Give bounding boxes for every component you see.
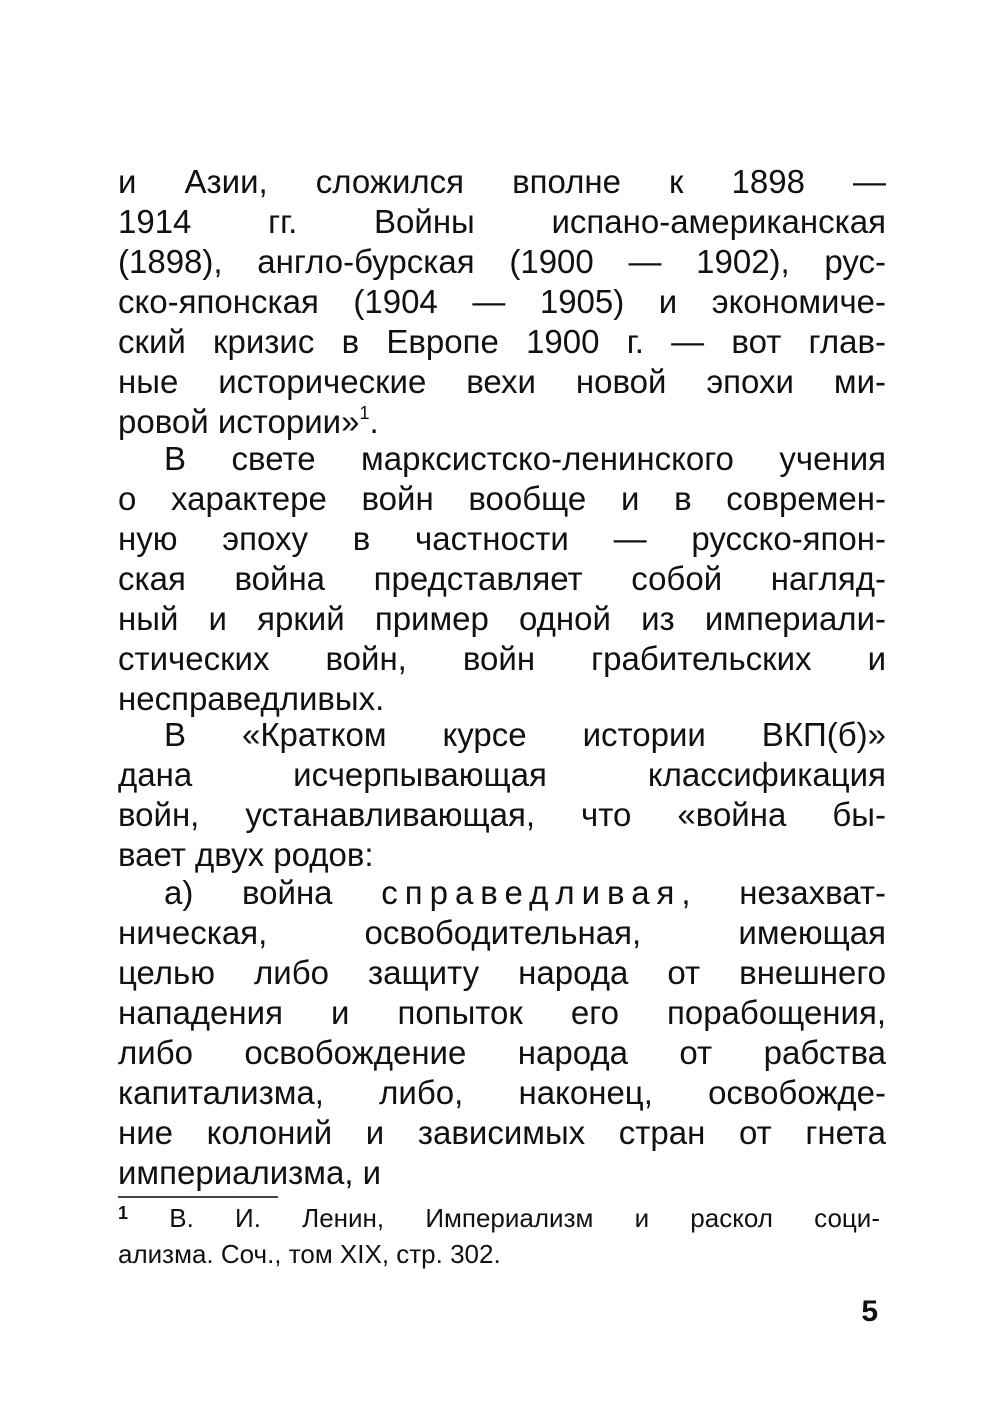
text-segment: .: [369, 403, 379, 440]
text-line: В «Кратком курсе истории ВКП(б)»: [164, 716, 886, 753]
text-line: войн, устанавливающая, что «война бы-: [118, 796, 886, 833]
text-line: капитализма, либо, наконец, освобожде-: [118, 1074, 886, 1111]
paragraph-4: [118, 873, 886, 1193]
footnote-divider: [118, 1196, 278, 1198]
text-line: В свете марксистско-ленинского учения: [164, 440, 886, 477]
paragraph-2: [118, 439, 886, 719]
paragraph-3: [118, 715, 886, 875]
text-line: нападения и попыток его порабощения,: [118, 994, 886, 1031]
text-line: ную эпоху в частности — русско-япон-: [118, 520, 886, 557]
text-segment: а) война: [164, 874, 333, 911]
text-line: ническая, освободительная, имеющая: [118, 914, 886, 951]
text-line: стических войн, войн грабительских и: [118, 640, 886, 677]
text-line: ные исторические вехи новой эпохи ми-: [118, 363, 886, 400]
text-line: о характере войн вообще и в современ-: [118, 480, 886, 517]
text-line: целью либо защиту народа от внешнего: [118, 954, 886, 991]
text-line: дана исчерпывающая классификация: [118, 756, 886, 793]
emphasis-spaced-word: справедливая: [381, 874, 682, 911]
text-line: и Азии, сложился вполне к 1898 —: [118, 163, 886, 200]
text-segment: , незахват-: [681, 874, 886, 911]
page-number: 5: [861, 1295, 878, 1328]
paragraph-1: [118, 162, 886, 442]
text-line: [118, 873, 886, 913]
footnote-marker: 1: [118, 1203, 129, 1223]
text-line: ние колоний и зависимых стран от гнета: [118, 1114, 886, 1151]
text-line-last: [118, 402, 886, 442]
footnote-line: ализма. Соч., том XIX, стр. 302.: [118, 1239, 501, 1269]
footnote: [118, 1200, 880, 1272]
text-line-last: несправедливых.: [118, 680, 385, 717]
text-line-last: империализма, и: [118, 1154, 382, 1191]
footnote-text: В. И. Ленин, Империализм и раскол соци-: [169, 1203, 880, 1233]
text-line: 1914 гг. Войны испано-американская: [118, 203, 886, 240]
text-line: ско-японская (1904 — 1905) и экономиче-: [118, 283, 886, 320]
text-line: либо освобождение народа от рабства: [118, 1034, 886, 1071]
text-line-last: вает двух родов:: [118, 836, 374, 873]
text-line: ская война представляет собой нагляд-: [118, 560, 886, 597]
footnote-line: [118, 1200, 880, 1236]
text-line: ский кризис в Европе 1900 г. — вот глав-: [118, 323, 886, 360]
footnote-reference: 1: [359, 403, 370, 423]
text-line: ный и яркий пример одной из империали-: [118, 600, 886, 637]
text-segment: ровой истории»: [118, 403, 360, 440]
text-line: (1898), англо-бурская (1900 — 1902), рус-: [118, 243, 886, 280]
